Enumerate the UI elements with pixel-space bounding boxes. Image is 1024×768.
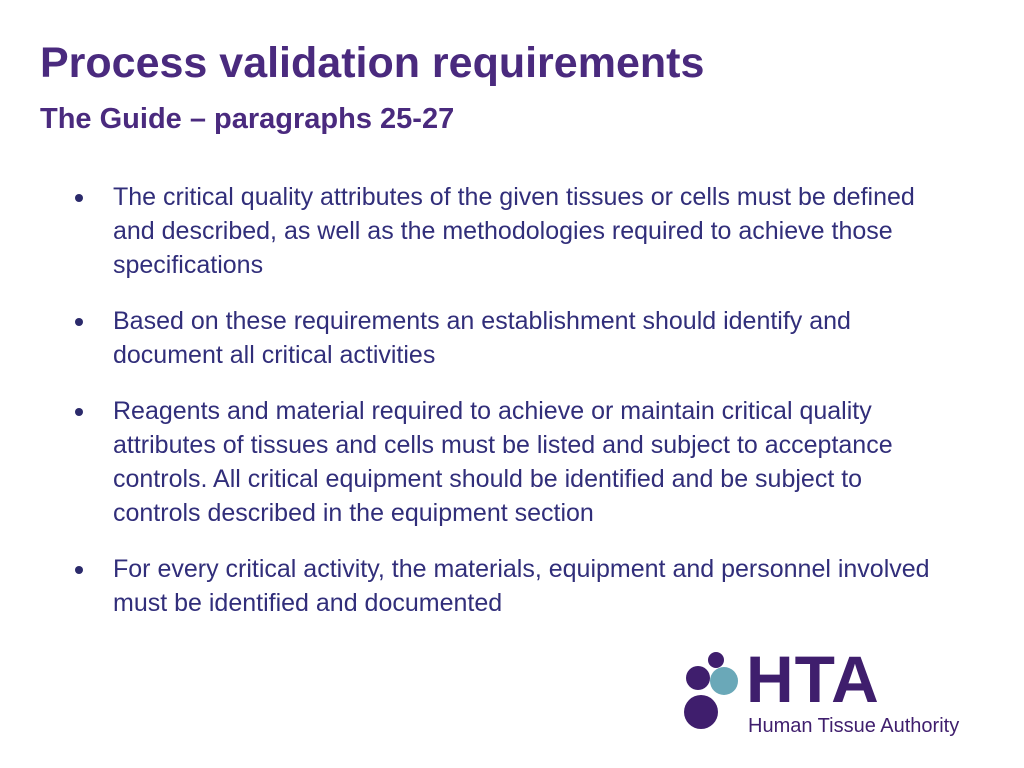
bullet-dot-icon (75, 318, 83, 326)
hta-dots-icon (680, 650, 742, 740)
bullet-dot-icon (75, 566, 83, 574)
bullet-item (72, 304, 952, 372)
slide-title: Process validation requirements (40, 39, 705, 87)
logo-name: Human Tissue Authority (748, 715, 960, 737)
logo-dot-mid-right (710, 667, 738, 695)
bullet-text: The critical quality attributes of the given tissues or cells must be defined and described, as well as the methodologies required to achieve those specifications (113, 183, 915, 279)
logo-dot-bottom (684, 695, 718, 729)
bullet-list (72, 180, 952, 642)
bullet-dot-icon (75, 194, 83, 202)
logo-dot-top (708, 652, 724, 668)
bullet-text: For every critical activity, the materials, equipment and personnel involved must be identified and documented (113, 555, 930, 617)
bullet-item (72, 394, 952, 530)
bullet-item (72, 180, 952, 282)
hta-logo (680, 642, 970, 740)
bullet-text: Reagents and material required to achieve or maintain critical quality attributes of tissues and cells must be listed and subject to acceptance controls. All critical equipment should be identified and be subject to controls described in the equipment section (113, 397, 893, 527)
bullet-text: Based on these requirements an establishment should identify and document all critical activities (113, 307, 851, 369)
logo-letters: HTA (746, 642, 880, 716)
bullet-item (72, 552, 952, 620)
logo-dot-mid-left (686, 666, 710, 690)
slide-subtitle: The Guide – paragraphs 25-27 (40, 103, 455, 135)
bullet-dot-icon (75, 408, 83, 416)
